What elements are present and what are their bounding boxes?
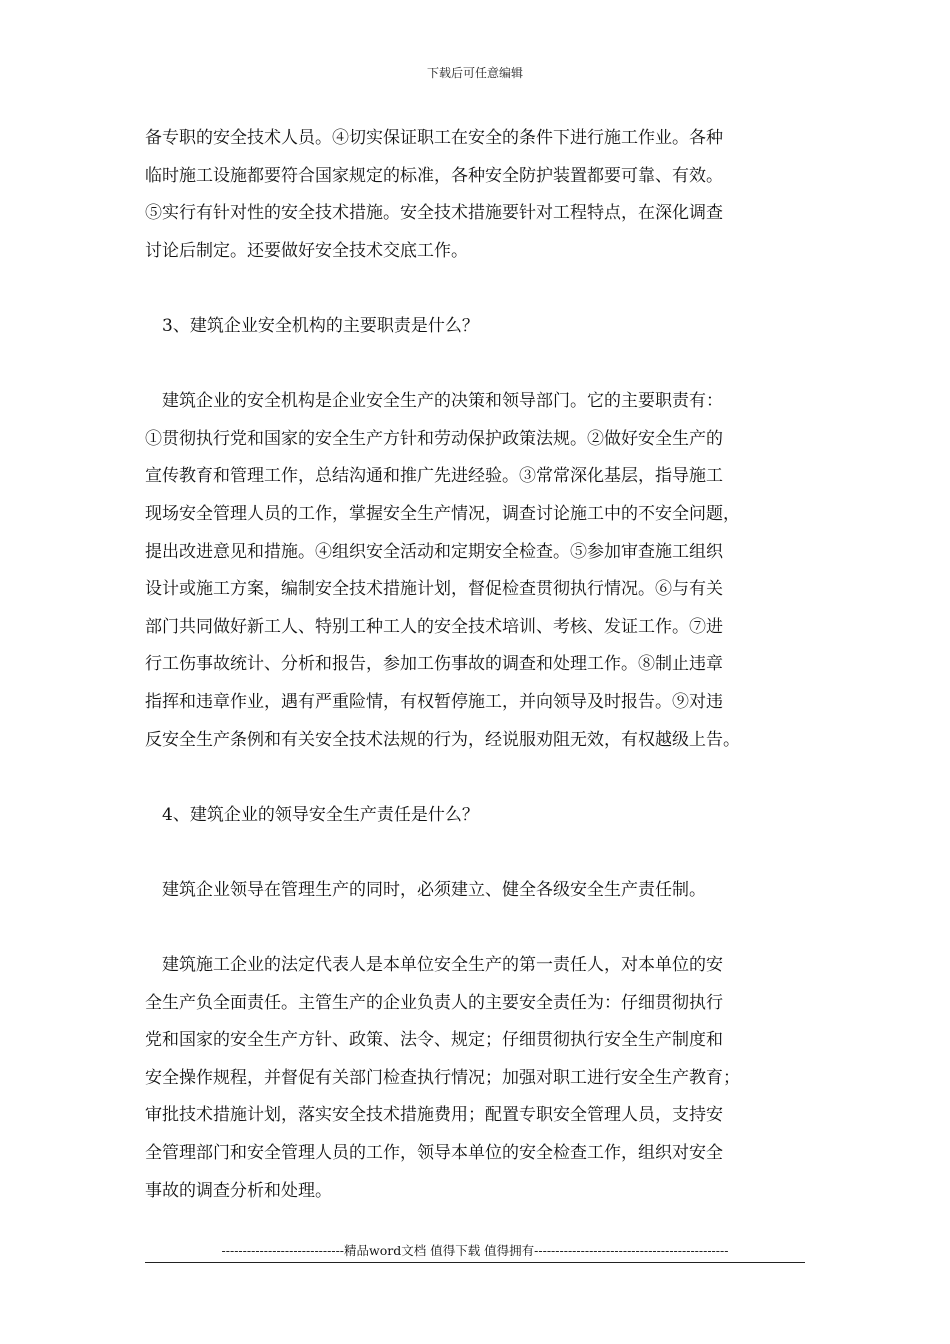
text-line: 全生产负全面责任。主管生产的企业负责人的主要安全责任为：仔细贯彻执行: [145, 992, 723, 1013]
text-line: ①贯彻执行党和国家的安全生产方针和劳动保护政策法规。②做好安全生产的: [145, 428, 723, 449]
text-line: 部门共同做好新工人、特别工种工人的安全技术培训、考核、发证工作。⑦进: [145, 616, 723, 637]
text-line: 备专职的安全技术人员。④切实保证职工在安全的条件下进行施工作业。各种: [145, 128, 723, 148]
paragraph-1: [145, 120, 817, 270]
text-line: ⑤实行有针对性的安全技术措施。安全技术措施要针对工程特点，在深化调查: [145, 203, 723, 224]
text-line: 行工伤事故统计、分析和报告，参加工伤事故的调查和处理工作。⑧制止违章: [145, 654, 723, 675]
paragraph-4: [145, 947, 817, 1210]
text-line: 指挥和违章作业，遇有严重险情，有权暂停施工，并向领导及时报告。⑨对违: [145, 691, 723, 712]
paragraph-3: 建筑企业领导在管理生产的同时，必须建立、健全各级安全生产责任制。: [162, 879, 706, 900]
text-line: 现场安全管理人员的工作，掌握安全生产情况，调查讨论施工中的不安全问题，: [145, 503, 740, 524]
question-4-heading: 4、建筑企业的领导安全生产责任是什么？: [162, 804, 479, 825]
text-line: 审批技术措施计划，落实安全技术措施费用；配置专职安全管理人员，支持安: [145, 1105, 723, 1126]
text-line: 建筑企业的安全机构是企业安全生产的决策和领导部门。它的主要职责有：: [162, 391, 723, 412]
footer-divider: [145, 1262, 805, 1263]
page-header: 下载后可任意编辑: [426, 66, 523, 80]
text-line: 提出改进意见和措施。④组织安全活动和定期安全检查。⑤参加审查施工组织: [145, 541, 723, 562]
text-line: 设计或施工方案，编制安全技术措施计划，督促检查贯彻执行情况。⑥与有关: [145, 579, 723, 600]
text-line: 讨论后制定。还要做好安全技术交底工作。: [145, 240, 468, 261]
text-line: 临时施工设施都要符合国家规定的标准，各种安全防护装置都要可靠、有效。: [145, 165, 723, 186]
page-footer: -----------------------------精品word文档 值得下载 值得拥有----------------------------------------------: [221, 1244, 729, 1258]
text-line: 反安全生产条例和有关安全技术法规的行为，经说服劝阻无效，有权越级上告。: [145, 729, 740, 750]
text-line: 安全操作规程，并督促有关部门检查执行情况；加强对职工进行安全生产教育；: [145, 1067, 740, 1088]
text-line: 建筑施工企业的法定代表人是本单位安全生产的第一责任人，对本单位的安: [162, 955, 723, 976]
text-line: 全管理部门和安全管理人员的工作，领导本单位的安全检查工作，组织对安全: [145, 1143, 723, 1164]
document-body: [145, 120, 817, 1210]
text-line: 党和国家的安全生产方针、政策、法令、规定；仔细贯彻执行安全生产制度和: [145, 1030, 723, 1051]
paragraph-2: [145, 383, 817, 759]
question-3-heading: 3、建筑企业安全机构的主要职责是什么？: [162, 315, 479, 336]
text-line: 事故的调查分析和处理。: [145, 1180, 332, 1201]
text-line: 宣传教育和管理工作，总结沟通和推广先进经验。③常常深化基层，指导施工: [145, 466, 723, 487]
